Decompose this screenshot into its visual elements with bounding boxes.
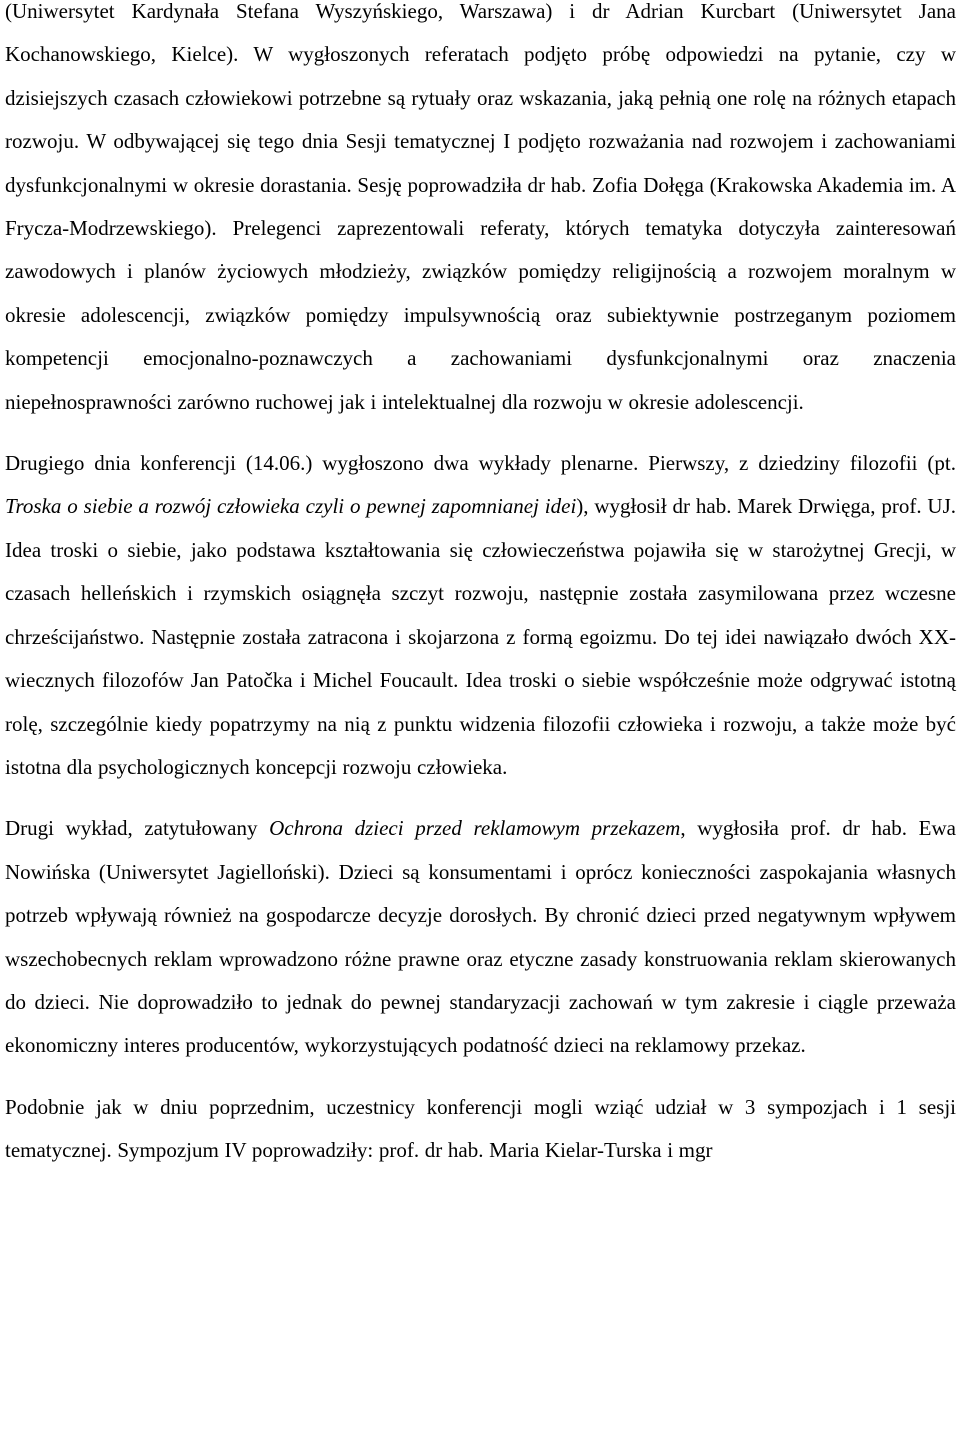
paragraph-3 [5, 807, 956, 1067]
lecture-title-2: Ochrona dzieci przed reklamowym przekazem [269, 816, 681, 841]
paragraph-3-text-start: Drugi wykład, zatytułowany [5, 816, 270, 841]
paragraph-3-text-rest: , wygłosiła prof. dr hab. Ewa Nowińska (Uniwersytet Jagielloński). Dzieci są konsumentami i oprócz konieczności zaspokajania własnych potrzeb wpływają również na gospodarcze decyzje dorosłych. By chronić dzieci przed negatywnym wpływem wszechobecnych reklam wprowadzono różne prawne oraz etyczne zasady konstruowania reklam skierowanych do dzieci. Nie doprowadziło to jednak do pewnej standaryzacji zachowań w tym zakresie i ciągle przeważa ekonomiczny interes producentów, wykorzystujących podatność dzieci na reklamowy przekaz. [5, 816, 956, 1058]
paragraph-2-text-rest: ), wygłosił dr hab. Marek Drwięga, prof. UJ. Idea troski o siebie, jako podstawa kształtowania się człowieczeństwa pojawiła się w starożytnej Grecji, w czasach helleńskich i rzymskich osiągnęła szczyt rozwoju, następnie została zasymilowana przez wczesne chrześcijaństwo. Następnie została zatracona i skojarzona z formą egoizmu. Do tej idei nawiązało dwóch XX-wiecznych filozofów Jan Patočka i Michel Foucault. Idea troski o siebie współcześnie może odgrywać istotną rolę, szczególnie kiedy popatrzymy na nią z punktu widzenia filozofii człowieka i rozwoju, a także może być istotna dla psychologicznych koncepcji rozwoju człowieka. [5, 494, 957, 779]
paragraph-4-text: Podobnie jak w dniu poprzednim, uczestnicy konferencji mogli wziąć udział w 3 sympozjach i 1 sesji tematycznej. Sympozjum IV poprowadziły: prof. dr hab. Maria Kielar-Turska i mgr [5, 1094, 956, 1163]
paragraph-1 [5, 0, 956, 424]
paragraph-2 [5, 442, 956, 789]
lecture-title-1: Troska o siebie a rozwój człowieka czyli o pewnej zapomnianej idei [5, 494, 577, 519]
paragraph-1-text: (Uniwersytet Kardynała Stefana Wyszyńskiego, Warszawa) i dr Adrian Kurcbart (Uniwersytet Jana Kochanowskiego, Kielce). W wygłoszonych referatach podjęto próbę odpowiedzi na pytanie, czy w dzisiejszych czasach człowiekowi potrzebne są rytuały oraz wskazania, jaką pełnią one rolę na różnych etapach rozwoju. W odbywającej się tego dnia Sesji tematycznej I podjęto rozważania nad rozwojem i zachowaniami dysfunkcjonalnymi w okresie dorastania. Sesję poprowadziła dr hab. Zofia Dołęga (Krakowska Akademia im. A Frycza-Modrzewskiego). Prelegenci zaprezentowali referaty, których tematyka dotyczyła zainteresowań zawodowych i planów życiowych młodzieży, związków pomiędzy religijnością a rozwojem moralnym w okresie adolescencji, związków pomiędzy impulsywnością oraz subiektywnie postrzeganym poziomem kompetencji emocjonalno-poznawczych a zachowaniami dysfunkcjonalnymi oraz znaczenia niepełnosprawności zarówno ruchowej jak i intelektualnej dla rozwoju w okresie adolescencji. [5, 0, 956, 414]
paragraph-2-text-start: Drugiego dnia konferencji (14.06.) wygłoszono dwa wykłady plenarne. Pierwszy, z dziedziny filozofii (pt. [5, 451, 956, 476]
paragraph-4 [5, 1086, 956, 1173]
